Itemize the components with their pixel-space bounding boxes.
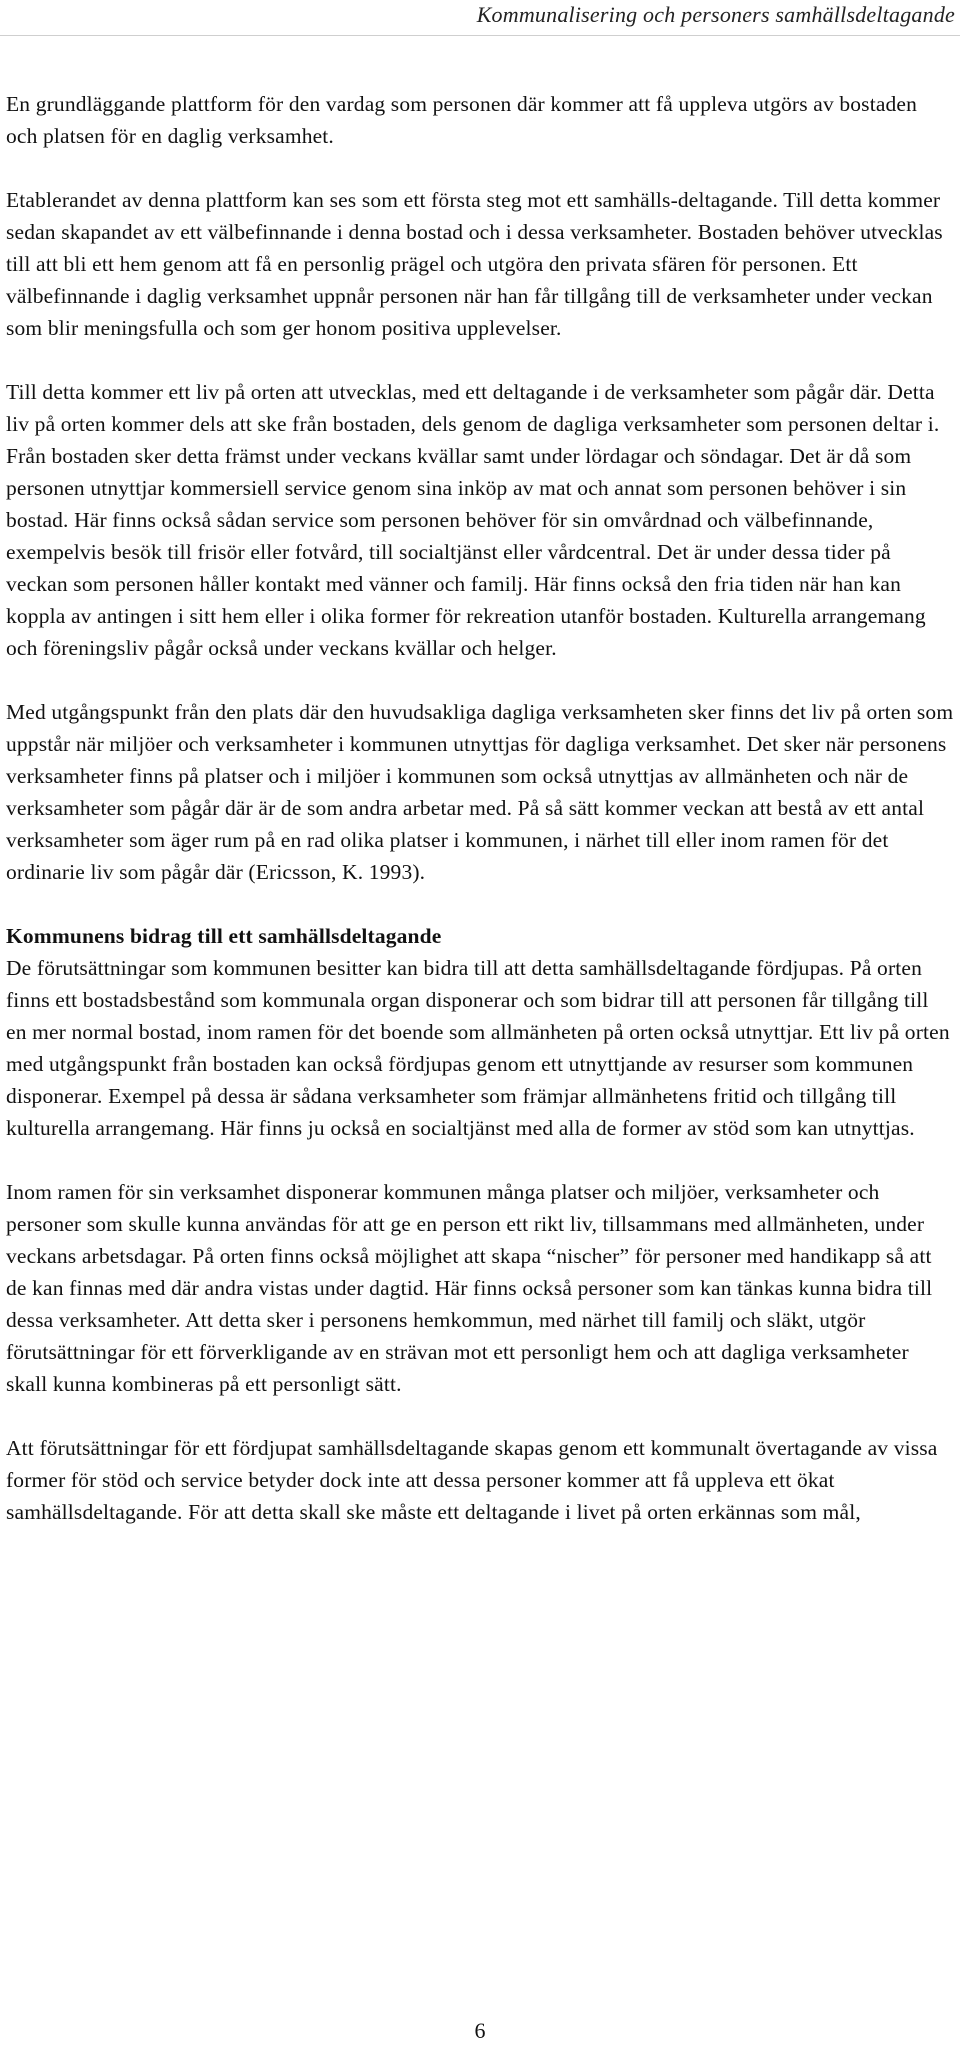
paragraph-3: Till detta kommer ett liv på orten att utvecklas, med ett deltagande i de verksamheter som pågår där. Detta liv på orten kommer dels att ske från bostaden, dels genom de dagliga verksamheter som personen deltar i. Från bostaden sker detta främst under veckans kvällar samt under lördagar och söndagar. Det är då som personen utnyttjar kommersiell service genom sina inköp av mat och annat som personen behöver i sin bostad. Här finns också sådan service som personen behöver för sin omvårdnad och välbefinnande, exempelvis besök till frisör eller fotvård, till socialtjänst eller vårdcentral. Det är under dessa tider på veckan som personen håller kontakt med vänner och familj. Här finns också den fria tiden när han kan koppla av antingen i sitt hem eller i olika former för rekreation utanför bostaden. Kulturella arrangemang och föreningsliv pågår också under veckans kvällar och helger. [6,380,940,660]
paragraph-1: En grundläggande plattform för den vardag som personen där kommer att få uppleva utgörs av bostaden och platsen för en daglig verksamhet. [6,92,918,148]
header-divider [0,35,960,36]
document-body [6,88,954,1528]
running-header-title: Kommunalisering och personers samhällsdeltagande [476,2,955,27]
paragraph-2: Etablerandet av denna plattform kan ses som ett första steg mot ett samhälls-deltagande. Till detta kommer sedan skapandet av ett välbefinnande i denna bostad och i dessa verksamheter. Bostaden behöver utvecklas till att bli ett hem genom att få en personlig prägel och utgöra den privata sfären för personen. Ett välbefinnande i daglig verksamhet uppnår personen när han får tillgång till de verksamheter under veckan som blir meningsfulla och som ger honom positiva upplevelser. [6,188,943,340]
page-number: 6 [474,2018,486,2043]
paragraph-7: Att förutsättningar för ett fördjupat samhällsdeltagande skapas genom ett kommunalt övertagande av vissa former för stöd och service betyder dock inte att dessa personer kommer att få uppleva ett ökat samhällsdeltagande. För att detta skall ske måste ett deltagande i livet på orten erkännas som mål, [6,1436,938,1524]
paragraph-4: Med utgångspunkt från den plats där den huvudsakliga dagliga verksamheten sker finns det liv på orten som uppstår när miljöer och verksamheter i kommunen utnyttjas för dagliga verksamhet. Det sker när personens verksamheter finns på platser och i miljöer i kommunen som också utnyttjas av allmänheten och när de verksamheter som pågår där är de som andra arbetar med. På så sätt kommer veckan att bestå av ett antal verksamheter som äger rum på en rad olika platser i kommunen, i närhet till eller inom ramen för det ordinarie liv som pågår där (Ericsson, K. 1993). [6,700,954,884]
section-heading: Kommunens bidrag till ett samhällsdeltagande [6,924,442,948]
paragraph-5: De förutsättningar som kommunen besitter kan bidra till att detta samhällsdeltagande fördjupas. På orten finns ett bostadsbestånd som kommunala organ disponerar och som bidrar till att personen får tillgång till en mer normal bostad, inom ramen för det boende som allmänheten på orten också utnyttjar. Ett liv på orten med utgångspunkt från bostaden kan också fördjupas genom ett utnyttjande av resurser som kommunen disponerar. Exempel på dessa är sådana verksamheter som främjar allmänhetens fritid och tillgång till kulturella arrangemang. Här finns ju också en socialtjänst med alla de former av stöd som kan utnyttjas. [6,956,950,1140]
paragraph-6: Inom ramen för sin verksamhet disponerar kommunen många platser och miljöer, verksamheter och personer som skulle kunna användas för att ge en person ett rikt liv, tillsammans med allmänheten, under veckans arbetsdagar. På orten finns också möjlighet att skapa “nischer” för personer med handikapp så att de kan finnas med där andra vistas under dagtid. Här finns också personer som kan tänkas kunna bidra till dessa verksamheter. Att detta sker i personens hemkommun, med närhet till familj och släkt, utgör förutsättningar för ett förverkligande av en strävan mot ett personligt hem och att dagliga verksamheter skall kunna kombineras på ett personligt sätt. [6,1180,933,1396]
